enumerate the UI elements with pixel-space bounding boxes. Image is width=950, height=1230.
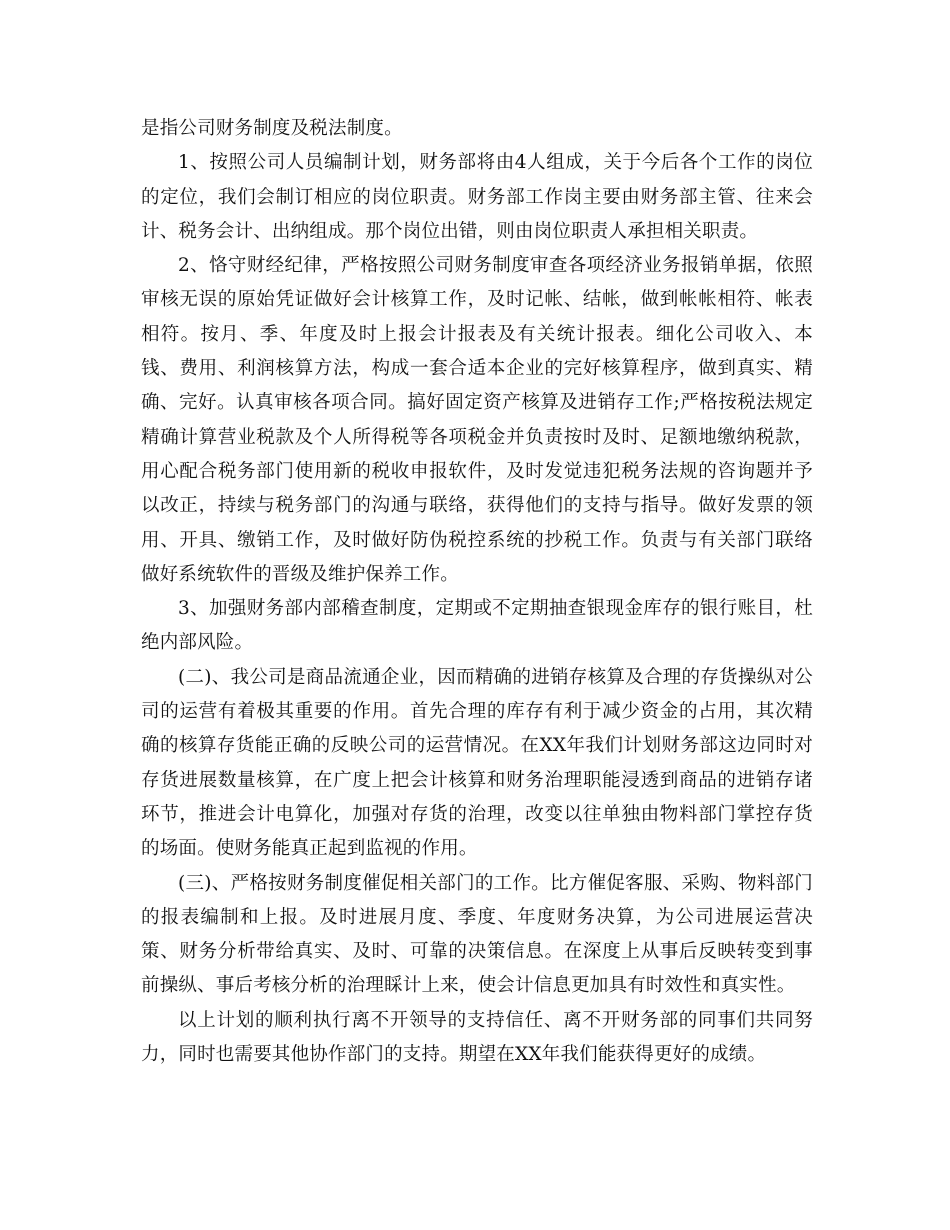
paragraph-conclusion: 以上计划的顺利执行离不开领导的支持信任、离不开财务部的同事们共同努力，同时也需要其他协作部门的支持。期望在XX年我们能获得更好的成绩。 bbox=[141, 1009, 813, 1066]
paragraph-section-2: (二)、我公司是商品流通企业，因而精确的进销存核算及合理的存货操纵对公司的运营有着极其重要的作用。首先合理的库存有利于减少资金的占用，其次精确的核算存货能正确的反映公司的运营情况。在XX年我们计划财务部这边同时对存货进展数量核算，在广度上把会计核算和财务治理职能浸透到商品的进销存诸环节，推进会计电算化，加强对存货的治理，改变以往单独由物料部门掌控存货的场面。使财务能真正起到监视的作用。 bbox=[141, 666, 813, 860]
paragraph-item-3: 3、加强财务部内部稽查制度，定期或不定期抽查银现金库存的银行账目，杜绝内部风险。 bbox=[141, 598, 813, 654]
paragraph-section-3: (三)、严格按财务制度催促相关部门的工作。比方催促客服、采购、物料部门的报表编制和上报。及时进展月度、季度、年度财务决算，为公司进展运营决策、财务分析带给真实、及时、可靠的决策信息。在深度上从事后反映转变到事前操纵、事后考核分析的治理睬计上来，使会计信息更加具有时效性和真实性。 bbox=[141, 872, 813, 997]
paragraph-item-2: 2、恪守财经纪律，严格按照公司财务制度审查各项经济业务报销单据，依照审核无误的原始凭证做好会计核算工作，及时记帐、结帐，做到帐帐相符、帐表相符。按月、季、年度及时上报会计报表及有关统计报表。细化公司收入、本钱、费用、利润核算方法，构成一套合适本企业的完好核算程序，做到真实、精确、完好。认真审核各项合同。搞好固定资产核算及进销存工作;严格按税法规定精确计算营业税款及个人所得税等各项税金并负责按时及时、足额地缴纳税款，用心配合税务部门使用新的税收申报软件，及时发觉违犯税务法规的咨询题并予以改正，持续与税务部门的沟通与联络，获得他们的支持与指导。做好发票的领用、开具、缴销工作，及时做好防伪税控系统的抄税工作。负责与有关部门联络做好系统软件的晋级及维护保养工作。 bbox=[141, 255, 813, 585]
document-body bbox=[141, 112, 813, 1072]
paragraph-continuation: 是指公司财务制度及税法制度。 bbox=[141, 118, 403, 139]
paragraph-item-1: 1、按照公司人员编制计划，财务部将由4人组成，关于今后各个工作的岗位的定位，我们会制订相应的岗位职责。财务部工作岗主要由财务部主管、往来会计、税务会计、出纳组成。那个岗位出错，则由岗位职责人承担相关职责。 bbox=[141, 152, 813, 242]
